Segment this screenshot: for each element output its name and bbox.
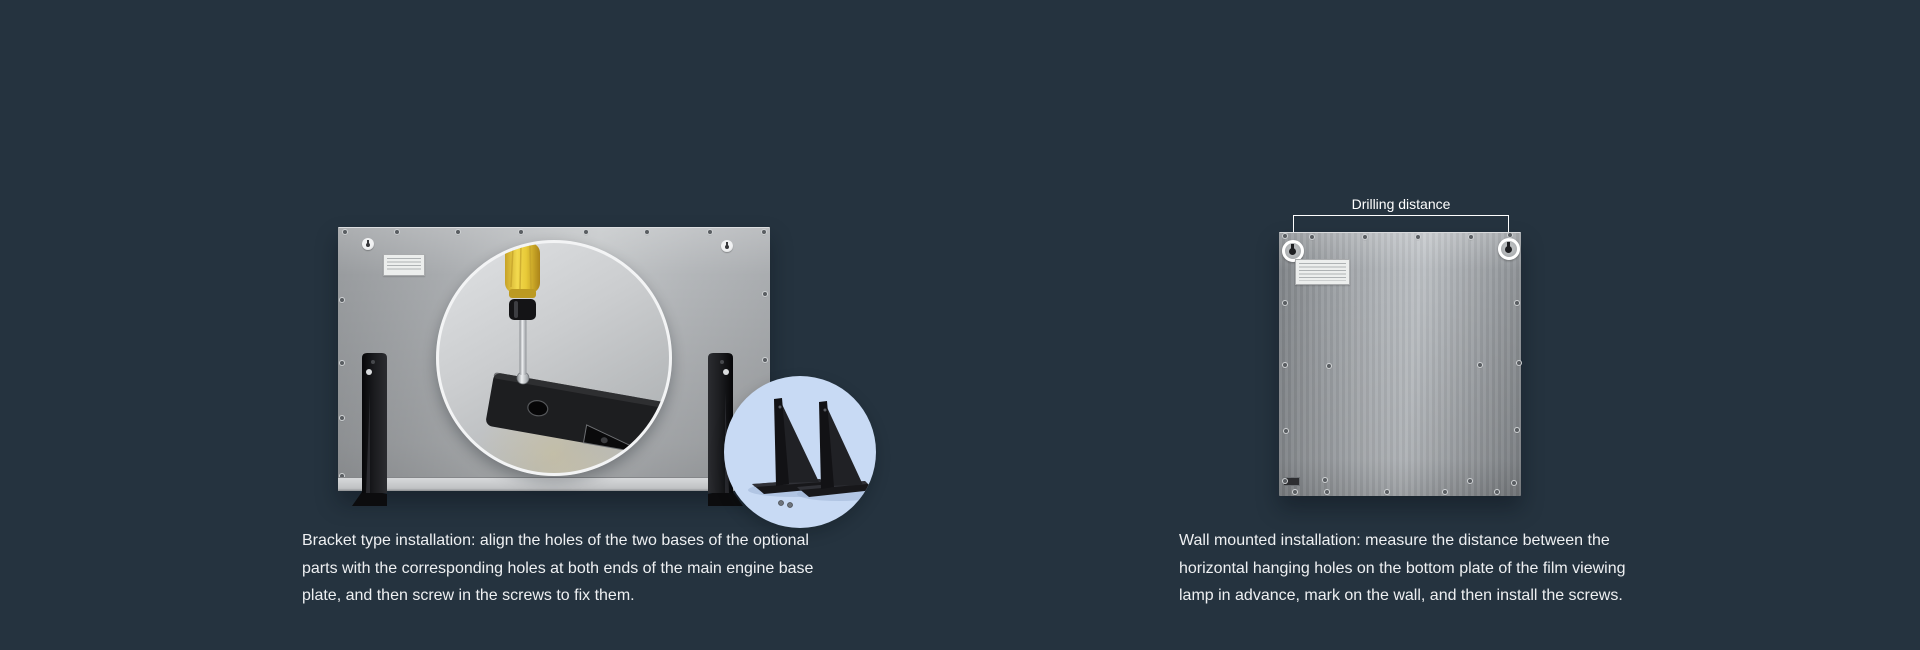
screw-icon bbox=[1293, 490, 1297, 494]
screw-icon bbox=[395, 230, 399, 234]
screw-icon bbox=[1468, 479, 1472, 483]
screw-icon bbox=[519, 230, 523, 234]
bracket-installation-caption bbox=[302, 527, 813, 610]
screw-icon bbox=[1325, 490, 1329, 494]
product-label-sticker bbox=[1295, 259, 1350, 285]
screw-icon bbox=[1515, 301, 1519, 305]
screw-icon bbox=[1363, 235, 1367, 239]
caption-line: Bracket type installation: align the holes of the two bases of the optional bbox=[302, 532, 809, 549]
screw-icon bbox=[340, 416, 344, 420]
screw-icon bbox=[1508, 233, 1512, 237]
caption-line: parts with the corresponding holes at both ends of the main engine base bbox=[302, 559, 814, 577]
screw-icon bbox=[763, 292, 767, 296]
screw-icon bbox=[763, 358, 767, 362]
screw-icon bbox=[1478, 363, 1482, 367]
screw-icon bbox=[1283, 301, 1287, 305]
screw-icon bbox=[1517, 361, 1521, 365]
hanging-hole-right bbox=[1498, 238, 1520, 260]
caption-line: plate, and then screw in the screws to fix them. bbox=[302, 587, 635, 604]
screw-icon bbox=[1495, 490, 1499, 494]
screw-icon bbox=[1515, 428, 1519, 432]
screwdriver-closeup-inset bbox=[436, 240, 672, 476]
keyhole-icon bbox=[362, 238, 374, 250]
screw-icon bbox=[584, 481, 588, 485]
screwdriver-icon bbox=[439, 243, 669, 473]
bracket-icon bbox=[724, 376, 876, 528]
caption-line: lamp in advance, mark on the wall, and then install the screws. bbox=[1179, 587, 1623, 604]
drilling-distance-annotation bbox=[1293, 196, 1509, 236]
screw-icon bbox=[340, 361, 344, 365]
wall-installation-caption bbox=[1179, 527, 1626, 610]
screw-icon bbox=[1283, 234, 1287, 238]
screw-icon bbox=[1284, 429, 1288, 433]
screw-icon bbox=[519, 481, 523, 485]
screw-icon bbox=[340, 474, 344, 478]
screw-icon bbox=[1323, 478, 1327, 482]
bracket-parts-inset bbox=[724, 376, 876, 528]
screw-icon bbox=[343, 230, 347, 234]
screw-icon bbox=[343, 481, 347, 485]
screw-icon bbox=[456, 230, 460, 234]
screw-icon bbox=[1416, 235, 1420, 239]
bracket-foot-icon bbox=[350, 350, 392, 510]
screw-icon bbox=[645, 481, 649, 485]
screw-icon bbox=[1469, 235, 1473, 239]
screw-icon bbox=[1283, 363, 1287, 367]
screw-icon bbox=[1283, 479, 1287, 483]
screw-icon bbox=[1385, 490, 1389, 494]
drilling-distance-label: Drilling distance bbox=[1351, 196, 1451, 212]
caption-line: horizontal hanging holes on the bottom plate of the film viewing bbox=[1179, 559, 1626, 577]
screw-icon bbox=[1310, 235, 1314, 239]
screw-icon bbox=[456, 481, 460, 485]
keyhole-icon bbox=[721, 240, 733, 252]
screw-icon bbox=[340, 298, 344, 302]
screw-icon bbox=[584, 230, 588, 234]
screw-icon bbox=[645, 230, 649, 234]
screw-icon bbox=[1327, 364, 1331, 368]
screw-icon bbox=[1512, 481, 1516, 485]
screw-icon bbox=[395, 481, 399, 485]
product-label-sticker bbox=[383, 254, 425, 276]
screw-icon bbox=[1443, 490, 1447, 494]
screw-icon bbox=[708, 230, 712, 234]
device-back-panel-image bbox=[1279, 232, 1521, 496]
screw-icon bbox=[762, 230, 766, 234]
caption-line: Wall mounted installation: measure the distance between the bbox=[1179, 532, 1610, 549]
